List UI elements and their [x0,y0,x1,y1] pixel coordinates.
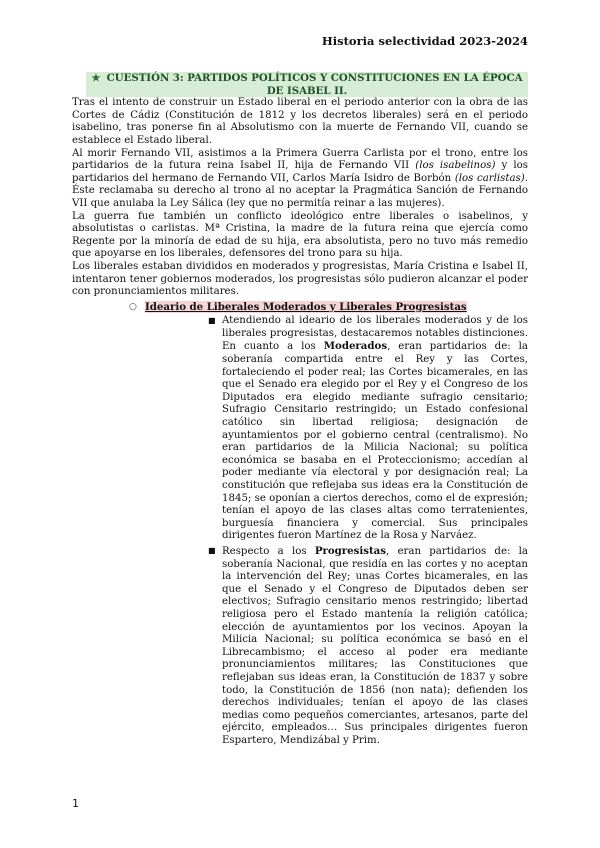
square-bullet-icon: ■ [208,545,216,555]
square-bullet-icon: ■ [208,316,216,326]
paragraph-intro: Tras el intento de construir un Estado liberal en el periodo anterior con la obra de las Cortes de Cádiz (Constitución de 1812 y los decretos liberales) será en el periodo isabelino, tras ponerse fin al Absolutismo con la muerte de Fernando VII, cuando se establece el Estado liberal. [72,97,528,146]
moderados-text: Atendiendo al ideario de los liberales moderados y de los liberales progresistas, destacaremos notables distinciones. En cuanto a los Moderados, eran partidarios de: la soberanía compartida entre el Rey y las Cortes, fortaleciendo el poder real; las Cortes bicamerales, en las que el Senado era elegido por el Rey y el Congreso de los Diputados era elegido mediante sufragio censitario; Sufragio Censitario restringido; un Estado confesional católico sin libertad religiosa; designación de ayuntamientos por el gobierno central (centralismo). No eran partidarios de la Milicia Nacional; su política económica se basaba en el Proteccionismo; accedían al poder mediante vía electoral y por designación real; La constitución que reflejaba sus ideas era la Constitución de 1845; se oponían a ciertos derechos, como el de expresión; tenían el apoyo de las clases altas como terratenientes, burguesía financiera y comercial. Sus principales dirigentes fueron Martínez de la Rosa y Narváez. [222,315,528,542]
section-title [86,72,528,97]
list-item-moderados [208,315,528,543]
document-header: Historia selectividad 2023-2024 [321,34,528,48]
list-item-progresistas [208,545,528,748]
subsection-title: Ideario de Liberales Moderados y Liberales Progresistas [145,300,467,313]
page-number: 1 [72,797,79,810]
paragraph-ideological-conflict: La guerra fue también un conflicto ideológico entre liberales o isabelinos, y absolutistas o carlistas. Mª Cristina, la madre de la futura reina que ejercía como Regente por la minoría de edad de su hija, era absolutista, pero no tuvo más remedio que apoyarse en los liberales, defensores del trono para su hija. [72,210,528,260]
circle-bullet-icon: ○ [129,301,137,312]
paragraph-carlist-war: Al morir Fernando VII, asistimos a la Primera Guerra Carlista por el trono, entre los partidarios de la futura reina Isabel II, hija de Fernando VII (los isabelinos) y los partidarios del hermano de Fernando VII, Carlos María Isidro de Borbón (los carlistas). Éste reclamaba su derecho al trono al no aceptar la Pragmática Sanción de Fernando VII que anulaba la Ley Sálica (ley que no permitía reinar a las mujeres). [72,147,529,209]
star-icon: ★ [91,72,101,84]
document-body [72,72,528,747]
subsection-heading [129,301,528,314]
paragraph-liberal-division: Los liberales estaban divididos en moderados y progresistas, María Cristina e Isabel II, intentaron tener gobiernos moderados, los progresistas sólo pudieron alcanzar el poder con pronunciamientos militares. [72,260,528,298]
section-title-text: CUESTIÓN 3: PARTIDOS POLÍTICOS Y CONSTITUCIONES EN LA ÉPOCA DE ISABEL II. [106,72,523,97]
progresistas-text: Respecto a los Progresistas, eran partidarios de: la soberanía Nacional, que residía en las cortes y no aceptan la intervención del Rey; unas Cortes bicamerales, en las que el Senado y el Congreso de Diputados deben ser electivos; Sufragio censitario menos restringido; libertad religiosa pero el Estado mantenía la religión católica; elección de ayuntamientos por los vecinos. Apoyan la Milicia Nacional; su política económica se basó en el Librecambismo; el acceso al poder era mediante pronunciamientos militares; las Constituciones que reflejaban sus ideas eran, la Constitución de 1837 y sobre todo, la Constitución de 1856 (non nata); defienden los derechos individuales; tenían el apoyo de las clases medias como pequeños comerciantes, artesanos, parte del ejército, empleados… Sus principales dirigentes fueron Espartero, Mendizábal y Prim. [222,544,528,746]
